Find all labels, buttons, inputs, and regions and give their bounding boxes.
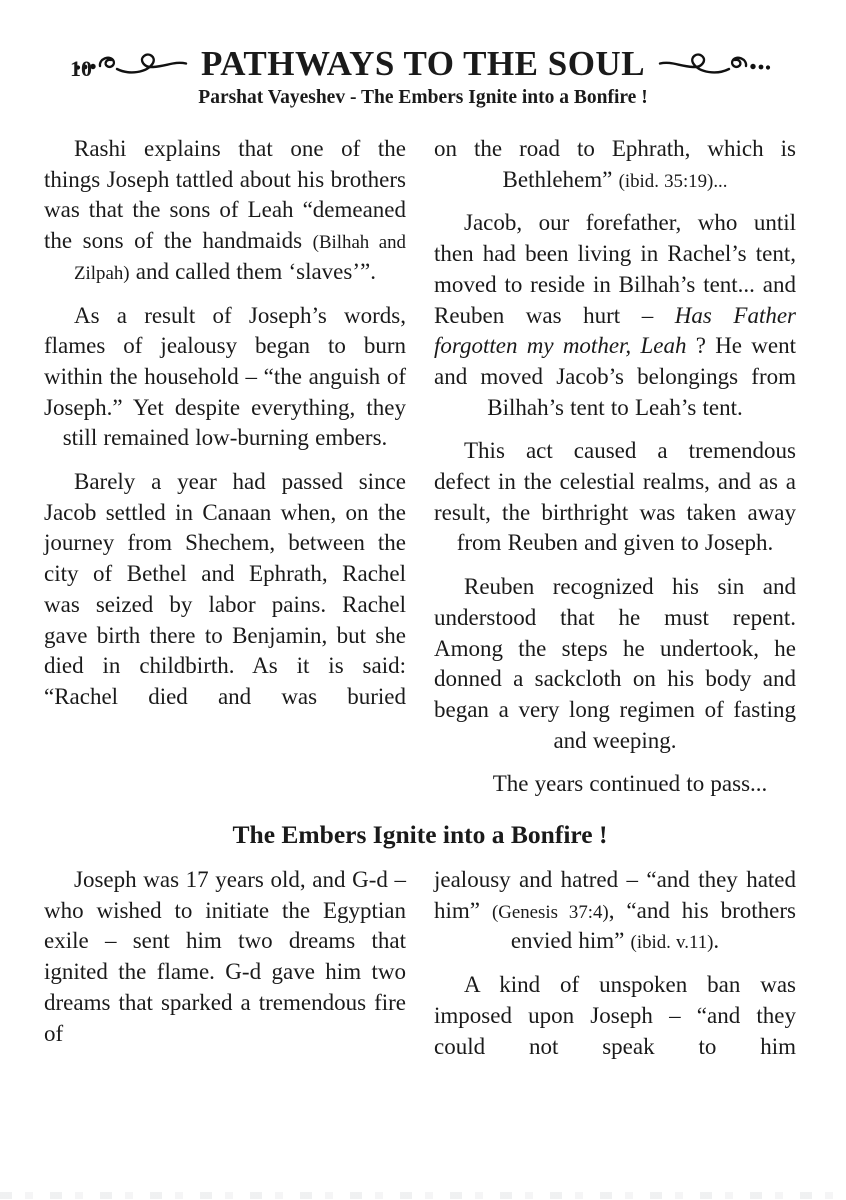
- page-title: PATHWAYS TO THE SOUL: [200, 44, 646, 83]
- italic-quote-text: Has Father forgotten my mother, Leah: [434, 302, 796, 359]
- paragraph: [434, 572, 796, 756]
- body-text: Barely a year had passed since Jacob settled in Canaan when, on the journey from Shechem, between the city of Bethel and Ephrath, Rachel was seized by labor pains. Rachel gave birth there to Benjamin, but she died in childbirth. As it is said: “Rachel died and was buried: [44, 469, 406, 709]
- paragraph: [44, 865, 406, 1049]
- page-subtitle: Parshat Vayeshev - The Embers Ignite into a Bonfire !: [198, 87, 648, 108]
- page-number: 10: [70, 56, 92, 81]
- top-section: [44, 134, 796, 800]
- paragraph: [44, 301, 406, 455]
- paragraph: [434, 208, 796, 423]
- bottom-left-column: [44, 865, 406, 1062]
- bottom-right-column: [434, 865, 796, 1062]
- paragraph: [44, 134, 406, 288]
- paragraph: [434, 436, 796, 559]
- body-text: As a result of Joseph’s words, flames of jealousy began to burn within the household – “the anguish of Joseph.” Yet despite everything, they still remained low-burning embers.: [44, 302, 406, 451]
- body-text: Reuben recognized his sin and understood that he must repent. Among the steps he undertook, he donned a sackcloth on his body and began a very long regimen of fasting and weeping.: [434, 574, 796, 753]
- body-text: jealousy and hatred – “and they hated him”: [434, 867, 796, 923]
- citation-text: (ibid. v.11): [630, 932, 714, 954]
- top-right-column: [434, 134, 796, 800]
- paragraph: [44, 467, 406, 713]
- body-text: Jacob, our forefather, who until then had been living in Rachel’s tent, moved to reside in Bilhah’s tent... and Reuben was hurt –: [434, 210, 796, 328]
- paragraph: [434, 134, 796, 195]
- section-heading: The Embers Ignite into a Bonfire !: [232, 820, 608, 850]
- flourish-right-icon: [653, 51, 773, 77]
- title-row: [0, 44, 846, 84]
- scan-artifact: [0, 1192, 846, 1199]
- body-text: A kind of unspoken ban was imposed upon Joseph – “and they could not speak to him: [434, 972, 796, 1059]
- bottom-section: [44, 865, 796, 1062]
- paragraph: [434, 769, 796, 800]
- masthead: [0, 0, 846, 109]
- body-text: Rashi explains that one of the things Joseph tattled about his brothers was that the sons of Leah “demeaned the sons of the handmaids: [44, 136, 406, 254]
- article-body: [0, 134, 846, 1062]
- paragraph: [434, 865, 796, 957]
- body-text: on the road to Ephrath, which is Bethlehem”: [434, 136, 796, 192]
- citation-text: (Genesis 37:4): [491, 901, 609, 923]
- citation-text: (ibid. 35:19)...: [618, 170, 728, 192]
- body-text: .: [713, 928, 720, 954]
- body-text: Joseph was 17 years old, and G-d – who wished to initiate the Egyptian exile – sent him two dreams that ignited the flame. G-d gave him two dreams that sparked a tremendous fire of: [44, 867, 406, 1046]
- body-text: The years continued to pass...: [492, 771, 768, 797]
- paragraph: [434, 970, 796, 1062]
- citation-text: (Bilhah and Zilpah): [74, 232, 406, 284]
- body-text: ? He went and moved Jacob’s belongings from Bilhah’s tent to Leah’s tent.: [434, 333, 796, 420]
- body-text: , “and his brothers envied him”: [510, 897, 796, 954]
- top-left-column: [44, 134, 406, 800]
- body-text: This act caused a tremendous defect in the celestial realms, and as a result, the birthright was taken away from Reuben and given to Joseph.: [434, 438, 796, 556]
- body-text: and called them ‘slaves’”.: [129, 258, 376, 284]
